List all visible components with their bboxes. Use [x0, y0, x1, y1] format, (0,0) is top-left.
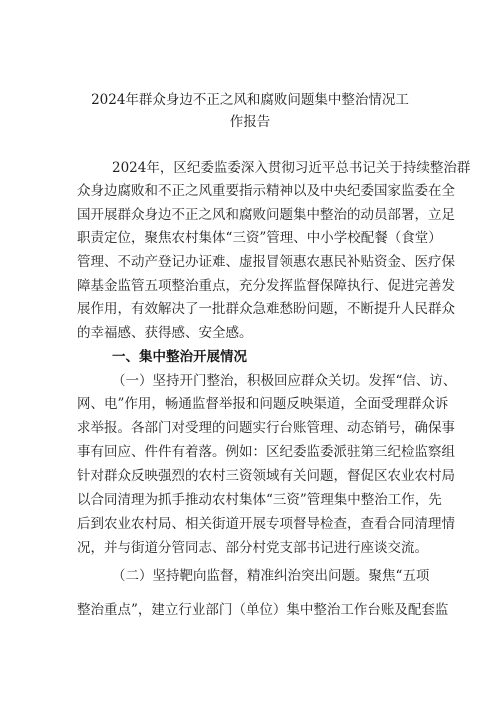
- intro-line: 国开展群众身边不正之风和腐败问题集中整治的动员部署，立足: [77, 207, 455, 223]
- body-line: 针对群众反映强烈的农村三资领域有关问题，督促区农业农村局: [77, 468, 455, 484]
- intro-line: 的幸福感、获得感、安全感。: [77, 325, 253, 341]
- body-line: （一）坚持开门整治，积极回应群众关切。发挥“信、访、: [112, 373, 457, 389]
- body-line: 况，并与街道分管同志、部分村党支部书记进行座谈交流。: [77, 540, 428, 556]
- intro-line: 障基金监管五项整治重点，充分发挥监督保障执行、促进完善发: [77, 278, 455, 294]
- document-title-line-1: 2024年群众身边不正之风和腐败问题集中整治情况工: [91, 92, 409, 108]
- body-line: 以合同清理为抓手推动农村集体“三资”管理集中整治工作，先: [77, 492, 442, 508]
- body-line: 事有回应、件件有着落。例如：区纪委监委派驻第三纪检监察组: [77, 444, 455, 460]
- body-line: 求举报。各部门对受理的问题实行台账管理、动态销号，确保事: [77, 420, 455, 436]
- body-line: 整治重点”，建立行业部门（单位）集中整治工作台账及配套监: [77, 602, 449, 618]
- intro-line: 展作用，有效解决了一批群众急难愁盼问题，不断提升人民群众: [77, 301, 455, 317]
- body-line: 网、电”作用，畅通监督举报和问题反映渠道，全面受理群众诉: [77, 396, 449, 412]
- body-line: 后到农业农村局、相关街道开展专项督导检查，查看合同清理情: [77, 516, 455, 532]
- body-line: （二）坚持靶向监督，精准纠治突出问题。聚焦“五项: [112, 568, 430, 584]
- section-heading: 一、集中整治开展情况: [112, 349, 247, 365]
- intro-line: 2024年，区纪委监委深入贯彻习近平总书记关于持续整治群: [112, 160, 471, 176]
- intro-line: 管理、不动产登记办证难、虚报冒领惠农惠民补贴资金、医疗保: [77, 254, 455, 270]
- document-title-line-2: 作报告: [229, 114, 271, 130]
- intro-line: 众身边腐败和不正之风重要指示精神以及中央纪委国家监委在全: [77, 183, 455, 199]
- intro-line: 职责定位，聚焦农村集体“三资”管理、中小学校配餐（食堂）: [77, 230, 442, 246]
